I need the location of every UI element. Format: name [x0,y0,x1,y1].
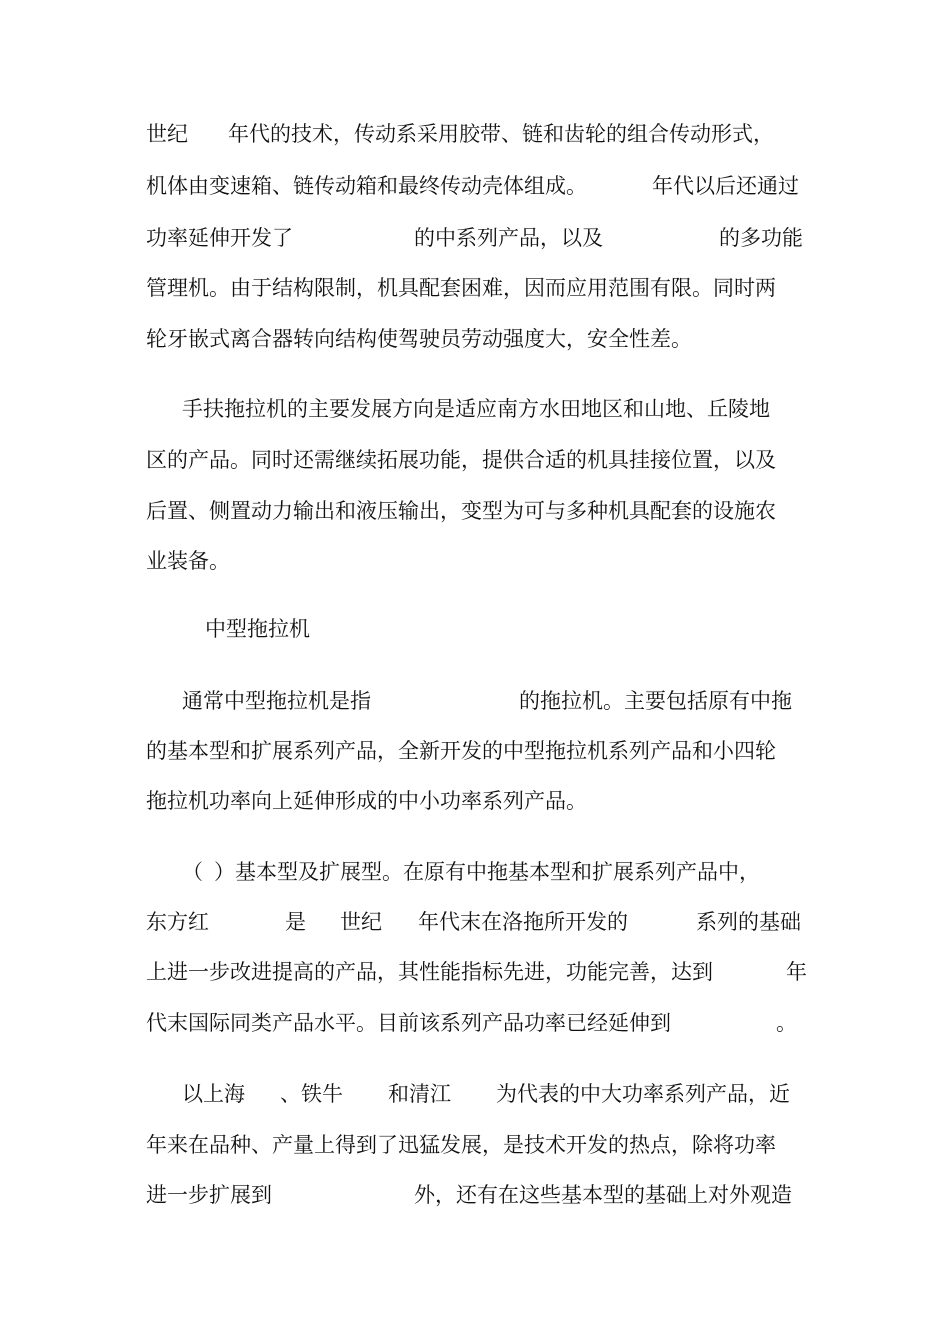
text-segment: 以上海 [182,1082,245,1106]
text-segment: 管理机。由于结构限制，机具配套困难，因而应用范围有限。同时两 [146,276,776,300]
text-segment: 手扶拖拉机的主要发展方向是适应南方水田地区和山地、丘陵地 [182,397,770,421]
paragraph-1-line-5 [0,319,950,359]
text-segment: 是 [285,910,306,934]
text-segment: 轮牙嵌式离合器转向结构使驾驶员劳动强度大，安全性差。 [146,327,692,351]
text-segment: 。 [776,1011,797,1035]
text-segment: 东方红 [146,910,209,934]
text-segment: ）基本型及扩展型。在原有中拖基本型和扩展系列产品中， [214,860,760,884]
text-segment: 年 [786,960,807,984]
paragraph-5-line-2 [0,1125,950,1165]
text-segment: （ [182,860,203,884]
text-segment: 后置、侧置动力输出和液压输出，变型为可与多种机具配套的设施农 [146,499,776,523]
paragraph-4-line-3 [0,952,950,992]
text-segment: 代末国际同类产品水平。目前该系列产品功率已经延伸到 [146,1011,671,1035]
text-segment: 上进一步改进提高的产品，其性能指标先进，功能完善，达到 [146,960,713,984]
text-segment: 的基本型和扩展系列产品，全新开发的中型拖拉机系列产品和小四轮 [146,739,776,763]
text-segment: 年来在品种、产量上得到了迅猛发展，是技术开发的热点，除将功率 [146,1133,776,1157]
text-segment: 世纪 [146,122,188,146]
paragraph-1-line-4 [0,268,950,308]
text-segment: 外，还有在这些基本型的基础上对外观造 [414,1183,792,1207]
text-segment: 年代的技术，传动系采用胶带、链和齿轮的组合传动形式， [228,122,774,146]
paragraph-1-line-1 [0,114,950,154]
text-segment: 区的产品。同时还需继续拓展功能，提供合适的机具挂接位置，以及 [146,448,776,472]
paragraph-3-line-2 [0,731,950,771]
text-segment: 年代以后还通过 [652,174,799,198]
paragraph-2-line-4 [0,541,950,581]
text-segment: 拖拉机功率向上延伸形成的中小功率系列产品。 [146,789,587,813]
text-segment: 的拖拉机。主要包括原有中拖 [519,689,792,713]
text-segment: 功率延伸开发了 [146,226,293,250]
paragraph-2-line-2 [0,440,950,480]
paragraph-4-line-1 [0,852,950,892]
paragraph-3-line-3 [0,781,950,821]
paragraph-5-line-1 [0,1074,950,1114]
text-segment: 的中系列产品，以及 [414,226,603,250]
paragraph-1-line-2 [0,166,950,206]
text-segment: 和清江 [388,1082,451,1106]
text-segment: 为代表的中大功率系列产品，近 [496,1082,790,1106]
text-segment: 通常中型拖拉机是指 [182,689,371,713]
paragraph-3-line-1 [0,681,950,721]
paragraph-4-line-4 [0,1003,950,1043]
paragraph-2-line-1 [0,389,950,429]
text-segment: 业装备。 [146,549,230,573]
text-segment: 的多功能 [719,226,803,250]
text-segment: 世纪 [340,910,382,934]
text-segment: 年代末在洛拖所开发的 [418,910,628,934]
section-heading [0,609,950,649]
paragraph-2-line-3 [0,491,950,531]
paragraph-1-line-3 [0,218,950,258]
text-segment: 进一步扩展到 [146,1183,272,1207]
text-segment: 机体由变速箱、链传动箱和最终传动壳体组成。 [146,174,587,198]
text-segment: 系列的基础 [696,910,801,934]
paragraph-4-line-2 [0,902,950,942]
paragraph-5-line-3 [0,1175,950,1215]
text-segment: 、铁牛 [280,1082,343,1106]
section-heading-text: 中型拖拉机 [205,617,310,641]
